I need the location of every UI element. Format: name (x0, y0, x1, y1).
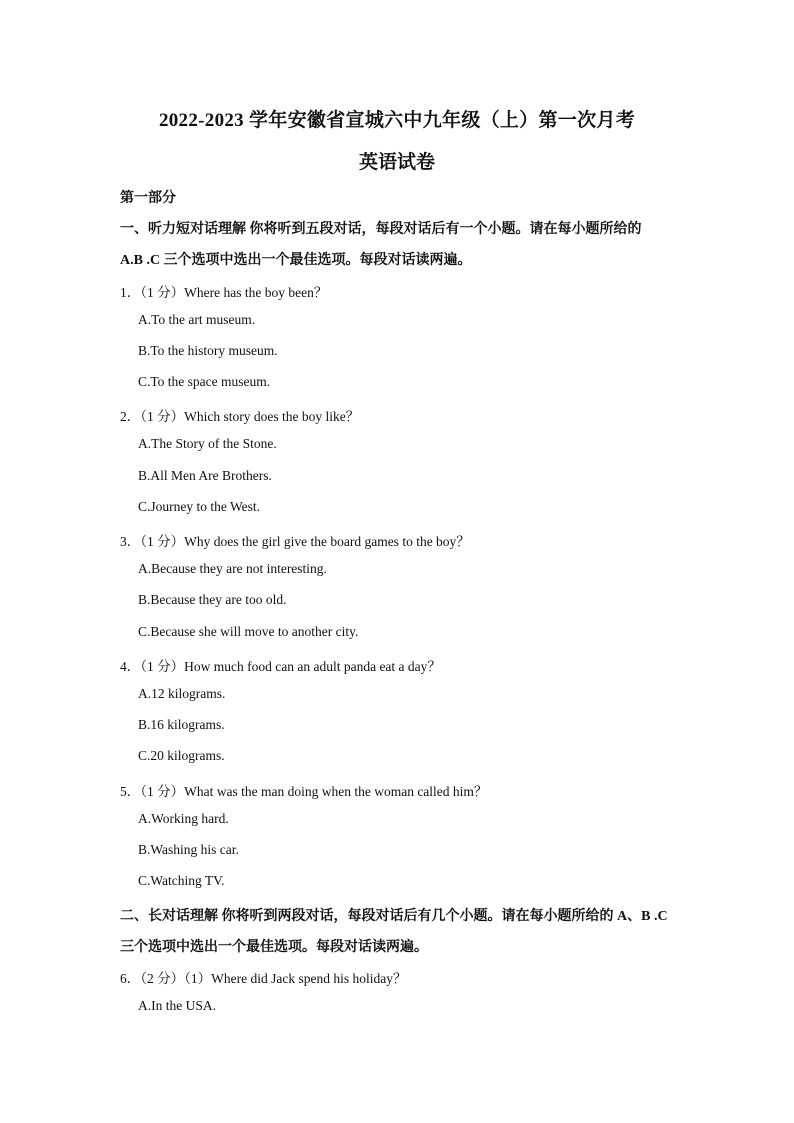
question-2-option-a: A.The Story of the Stone. (138, 436, 277, 451)
question-2-option-b: B.All Men Are Brothers. (138, 468, 272, 483)
question-5-option-c: C.Watching TV. (138, 873, 225, 888)
question-4: 4．（1 分）How much food can an adult panda eat a day？ (120, 659, 441, 674)
question-5: 5．（1 分）What was the man doing when the woman called him？ (120, 784, 488, 799)
question-1-option-a: A.To the art museum. (138, 312, 256, 327)
section1-instruction-line1: 一、听力短对话理解 你将听到五段对话，每段对话后有一个小题。请在每小题所给的 (120, 222, 642, 237)
question-3-option-c: C.Because she will move to another city. (138, 624, 359, 639)
section1-instruction-line2: A.B .C 三个选项中选出一个最佳选项。每段对话读两遍。 (120, 253, 472, 268)
part-label: 第一部分 (120, 191, 176, 206)
exam-subtitle: 英语试卷 (358, 152, 435, 173)
question-2: 2．（1 分）Which story does the boy like？ (120, 409, 360, 424)
question-3: 3．（1 分）Why does the girl give the board games to the boy？ (120, 534, 470, 549)
question-1-option-b: B.To the history museum. (138, 343, 278, 358)
question-3-option-a: A.Because they are not interesting. (138, 561, 327, 576)
question-4-option-b: B.16 kilograms. (138, 717, 225, 732)
section2-instruction-line1: 二、长对话理解 你将听到两段对话，每段对话后有几个小题。请在每小题所给的 A、B .C (120, 909, 668, 924)
question-5-option-a: A.Working hard. (138, 811, 229, 826)
section2-instruction-line2: 三个选项中选出一个最佳选项。每段对话读两遍。 (120, 940, 428, 955)
question-1: 1．（1 分）Where has the boy been？ (120, 285, 328, 300)
question-6: 6．（2 分）（1）Where did Jack spend his holiday？ (120, 971, 407, 986)
question-2-option-c: C.Journey to the West. (138, 499, 261, 514)
question-6-option-a: A.In the USA. (138, 998, 216, 1013)
question-1-option-c: C.To the space museum. (138, 374, 271, 389)
question-4-option-c: C.20 kilograms. (138, 748, 225, 763)
exam-title: 2022-2023 学年安徽省宣城六中九年级（上）第一次月考 (158, 110, 636, 131)
question-5-option-b: B.Washing his car. (138, 842, 239, 857)
question-3-option-b: B.Because they are too old. (138, 592, 287, 607)
question-4-option-a: A.12 kilograms. (138, 686, 226, 701)
